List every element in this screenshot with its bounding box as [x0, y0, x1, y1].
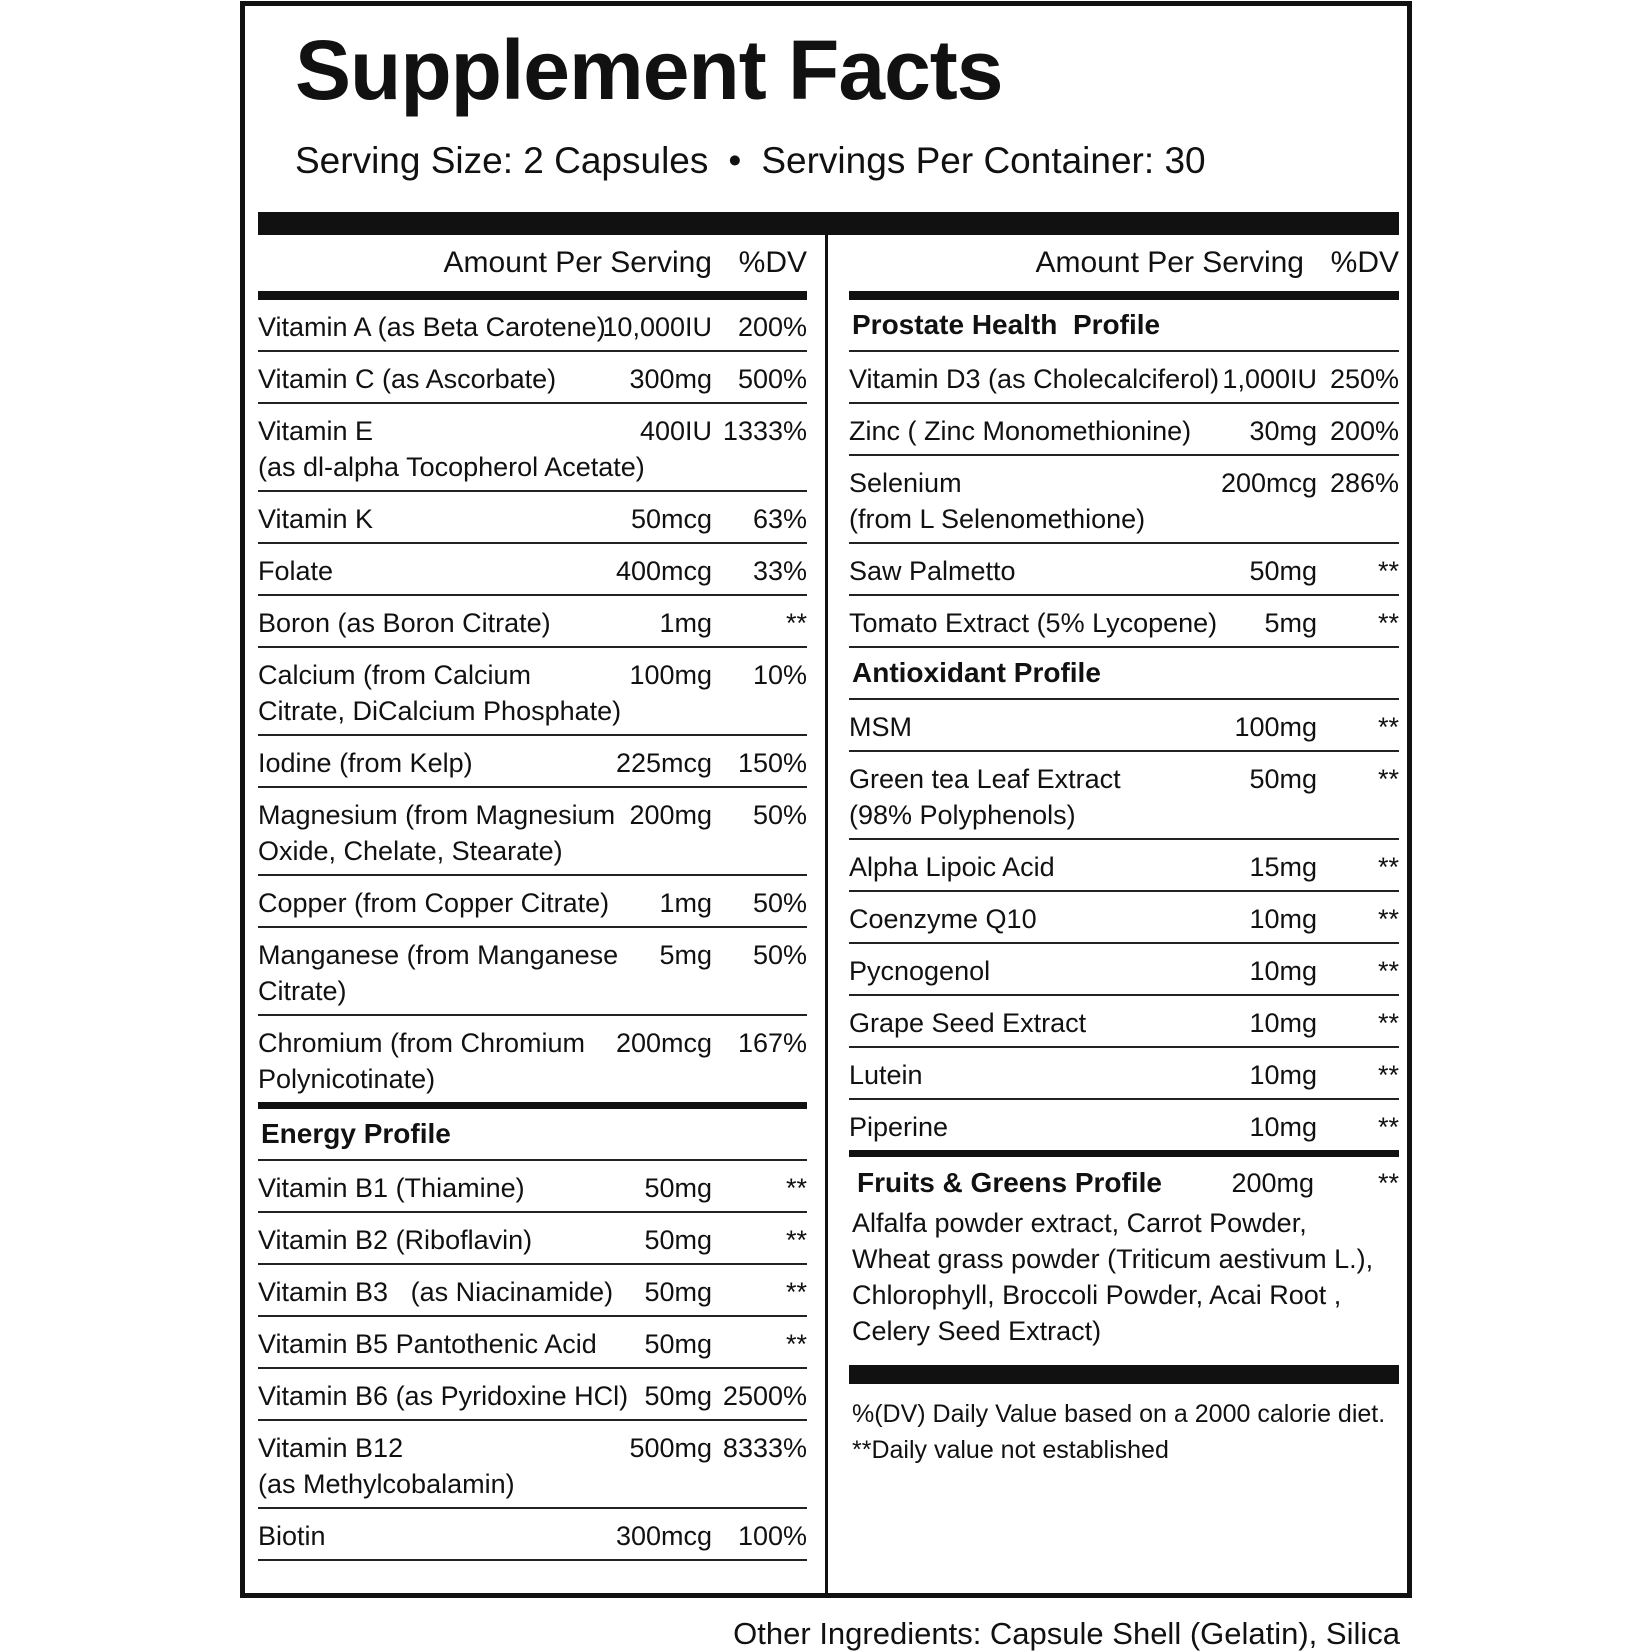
nutrient-dv: 10% [752, 660, 807, 690]
nutrient-name: Green tea Leaf Extract [849, 764, 1121, 794]
nutrient-dv: ** [785, 1277, 807, 1307]
servings-per-container: Servings Per Container: 30 [761, 140, 1206, 181]
nutrient-amount: 200mcg [615, 1028, 712, 1058]
nutrient-row [849, 544, 1399, 596]
nutrient-amount: 10mg [1249, 956, 1317, 986]
left-column [258, 235, 807, 1561]
nutrient-amount: 500mg [629, 1433, 712, 1463]
nutrient-amount: 10mg [1249, 1008, 1317, 1038]
amount-header: Amount Per Serving [1035, 246, 1304, 279]
nutrient-amount: 200mcg [1220, 468, 1317, 498]
nutrient-source: (as Methylcobalamin) [258, 1469, 515, 1499]
nutrient-amount: 300mg [629, 364, 712, 394]
amount-header: Amount Per Serving [443, 246, 712, 279]
nutrient-dv: ** [785, 608, 807, 638]
nutrient-name: Vitamin E [258, 416, 374, 446]
fruits-greens-profile [849, 1157, 1399, 1365]
nutrient-name: Vitamin D3 (as Cholecalciferol) [849, 364, 1220, 394]
nutrient-row [849, 840, 1399, 892]
nutrient-dv: 250% [1329, 364, 1399, 394]
nutrient-row [258, 1421, 807, 1509]
nutrient-dv: 50% [752, 800, 807, 830]
header-thick-rule [849, 291, 1399, 300]
nutrient-row [258, 596, 807, 648]
nutrient-source: Polynicotinate) [258, 1064, 436, 1094]
top-thick-rule [258, 212, 1399, 235]
nutrient-name: Lutein [849, 1060, 923, 1090]
nutrient-dv: 200% [1329, 416, 1399, 446]
nutrient-row [258, 928, 807, 1016]
blend-dv: ** [1377, 1168, 1399, 1198]
nutrient-name: Biotin [258, 1521, 326, 1551]
nutrient-row [258, 876, 807, 928]
nutrient-amount: 100mg [629, 660, 712, 690]
blend-ingredient-line: Chlorophyll, Broccoli Powder, Acai Root , [852, 1280, 1342, 1310]
nutrient-name: Vitamin B6 (as Pyridoxine HCl) [258, 1381, 629, 1411]
nutrient-name: Coenzyme Q10 [849, 904, 1037, 934]
nutrient-row [849, 596, 1399, 648]
nutrient-source: Citrate, DiCalcium Phosphate) [258, 696, 622, 726]
nutrient-row [849, 456, 1399, 544]
dv-header: %DV [1330, 246, 1399, 279]
nutrient-dv: ** [1377, 1112, 1399, 1142]
nutrient-row [258, 492, 807, 544]
nutrient-row [258, 1317, 807, 1369]
antioxidant-profile-heading [849, 648, 1399, 700]
nutrient-amount: 300mcg [615, 1521, 712, 1551]
serving-separator: • [728, 140, 742, 181]
prostate-profile-heading [849, 300, 1399, 352]
blend-amount: 200mg [1231, 1168, 1314, 1198]
right-column [849, 235, 1399, 1468]
nutrient-row [849, 996, 1399, 1048]
nutrient-name: Pycnogenol [849, 956, 991, 986]
nutrient-dv: ** [1377, 904, 1399, 934]
nutrient-name: Grape Seed Extract [849, 1008, 1087, 1038]
nutrient-dv: ** [1377, 1060, 1399, 1090]
nutrient-amount: 10,000IU [602, 312, 712, 342]
serving-info [295, 142, 1206, 179]
nutrient-source: (from L Selenomethione) [849, 504, 1146, 534]
nutrient-row [849, 752, 1399, 840]
nutrient-amount: 50mg [1249, 764, 1317, 794]
nutrient-row [849, 404, 1399, 456]
nutrient-dv: 500% [737, 364, 807, 394]
column-divider [825, 235, 828, 1598]
dv-header: %DV [738, 246, 807, 279]
footnotes [849, 1384, 1399, 1468]
nutrient-dv: ** [785, 1329, 807, 1359]
nutrient-dv: 50% [752, 940, 807, 970]
nutrient-dv: 1333% [722, 416, 807, 446]
nutrient-name: Vitamin B12 [258, 1433, 404, 1463]
nutrient-amount: 1,000IU [1222, 364, 1317, 394]
nutrient-name: Tomato Extract (5% Lycopene) [849, 608, 1218, 638]
nutrient-row [258, 404, 807, 492]
nutrient-dv: 8333% [722, 1433, 807, 1463]
section-title: Antioxidant Profile [852, 657, 1101, 688]
section-title: Fruits & Greens Profile [857, 1167, 1162, 1198]
nutrient-name: Chromium (from Chromium [258, 1028, 586, 1058]
nutrient-name: Manganese (from Manganese [258, 940, 619, 970]
nutrient-dv: ** [1377, 556, 1399, 586]
nutrient-amount: 10mg [1249, 1112, 1317, 1142]
nutrient-dv: ** [1377, 764, 1399, 794]
nutrient-dv: 150% [737, 748, 807, 778]
nutrient-dv: 286% [1329, 468, 1399, 498]
nutrient-amount: 225mcg [615, 748, 712, 778]
nutrient-dv: 33% [752, 556, 807, 586]
nutrient-amount: 50mcg [630, 504, 712, 534]
panel-title: Supplement Facts [295, 23, 1003, 117]
nutrient-row [258, 1016, 807, 1109]
nutrient-dv: ** [1377, 608, 1399, 638]
nutrient-amount: 15mg [1249, 852, 1317, 882]
blend-ingredient-line: Alfalfa powder extract, Carrot Powder, [852, 1208, 1307, 1238]
nutrient-source: (as dl-alpha Tocopherol Acetate) [258, 452, 645, 482]
nutrient-amount: 50mg [1249, 556, 1317, 586]
nutrient-name: Vitamin B1 (Thiamine) [258, 1173, 525, 1203]
footnote-dv: %(DV) Daily Value based on a 2000 calorie diet. [852, 1400, 1386, 1428]
nutrient-name: Saw Palmetto [849, 556, 1016, 586]
nutrient-row [849, 352, 1399, 404]
energy-profile-heading [258, 1109, 807, 1161]
supplement-facts-panel [240, 1, 1412, 1598]
nutrient-row [258, 788, 807, 876]
nutrient-dv: ** [1377, 712, 1399, 742]
nutrient-dv: ** [785, 1225, 807, 1255]
nutrient-source: Oxide, Chelate, Stearate) [258, 836, 563, 866]
footnote-thick-rule [849, 1365, 1399, 1384]
nutrient-amount: 50mg [644, 1225, 712, 1255]
nutrient-row [849, 700, 1399, 752]
nutrient-amount: 30mg [1249, 416, 1317, 446]
nutrient-name: Copper (from Copper Citrate) [258, 888, 610, 918]
nutrient-dv: ** [1377, 956, 1399, 986]
nutrient-row [258, 544, 807, 596]
nutrient-dv: ** [785, 1173, 807, 1203]
nutrient-row [258, 352, 807, 404]
nutrient-amount: 10mg [1249, 1060, 1317, 1090]
nutrient-name: Selenium [849, 468, 962, 498]
column-header [849, 235, 1399, 291]
nutrient-row [258, 736, 807, 788]
nutrient-dv: 50% [752, 888, 807, 918]
nutrient-amount: 50mg [644, 1277, 712, 1307]
section-title: Energy Profile [261, 1118, 451, 1149]
nutrient-amount: 200mg [629, 800, 712, 830]
nutrient-name: Folate [258, 556, 334, 586]
blend-ingredients [852, 1205, 1397, 1349]
nutrient-dv: 100% [737, 1521, 807, 1551]
nutrient-source: (98% Polyphenols) [849, 800, 1076, 830]
nutrient-amount: 1mg [659, 888, 712, 918]
nutrient-row [258, 300, 807, 352]
nutrient-name: Piperine [849, 1112, 949, 1142]
nutrient-dv: 2500% [722, 1381, 807, 1411]
nutrient-name: Iodine (from Kelp) [258, 748, 473, 778]
nutrient-amount: 50mg [644, 1381, 712, 1411]
nutrient-amount: 100mg [1234, 712, 1317, 742]
nutrient-dv: ** [1377, 852, 1399, 882]
nutrient-name: Vitamin B3 (as Niacinamide) [258, 1277, 614, 1307]
nutrient-name: Alpha Lipoic Acid [849, 852, 1055, 882]
header-thick-rule [258, 291, 807, 300]
nutrient-name: Vitamin A (as Beta Carotene) [258, 312, 606, 342]
nutrient-row [258, 1161, 807, 1213]
nutrient-amount: 400mcg [615, 556, 712, 586]
nutrient-amount: 400IU [639, 416, 712, 446]
nutrient-name: Vitamin C (as Ascorbate) [258, 364, 557, 394]
nutrient-amount: 50mg [644, 1329, 712, 1359]
nutrient-row [849, 944, 1399, 996]
nutrient-row [258, 1265, 807, 1317]
blend-ingredient-line: Wheat grass powder (Triticum aestivum L.), [852, 1244, 1374, 1274]
nutrient-row [849, 892, 1399, 944]
nutrient-name: Magnesium (from Magnesium [258, 800, 616, 830]
nutrient-amount: 50mg [644, 1173, 712, 1203]
column-header [258, 235, 807, 291]
nutrient-name: Boron (as Boron Citrate) [258, 608, 551, 638]
nutrient-row [258, 1509, 807, 1561]
nutrient-dv: 167% [737, 1028, 807, 1058]
nutrient-dv: ** [1377, 1008, 1399, 1038]
nutrient-name: Zinc ( Zinc Monomethionine) [849, 416, 1192, 446]
nutrient-amount: 10mg [1249, 904, 1317, 934]
nutrient-row [849, 1048, 1399, 1100]
nutrient-name: Calcium (from Calcium [258, 660, 532, 690]
nutrient-dv: 63% [752, 504, 807, 534]
serving-size: Serving Size: 2 Capsules [295, 140, 709, 181]
nutrient-row [258, 1369, 807, 1421]
nutrient-row [258, 648, 807, 736]
nutrient-row [849, 1100, 1399, 1157]
section-title: Prostate Health Profile [852, 309, 1161, 340]
nutrient-amount: 5mg [1264, 608, 1317, 638]
nutrient-name: Vitamin B5 Pantothenic Acid [258, 1329, 597, 1359]
nutrient-amount: 1mg [659, 608, 712, 638]
other-ingredients: Other Ingredients: Capsule Shell (Gelatin), Silica [733, 1616, 1400, 1651]
nutrient-amount: 5mg [659, 940, 712, 970]
blend-ingredient-line: Celery Seed Extract) [852, 1316, 1102, 1346]
nutrient-source: Citrate) [258, 976, 347, 1006]
nutrient-name: MSM [849, 712, 912, 742]
nutrient-name: Vitamin B2 (Riboflavin) [258, 1225, 533, 1255]
nutrient-row [258, 1213, 807, 1265]
nutrient-name: Vitamin K [258, 504, 374, 534]
footnote-not-established: **Daily value not established [852, 1436, 1169, 1464]
nutrient-dv: 200% [737, 312, 807, 342]
